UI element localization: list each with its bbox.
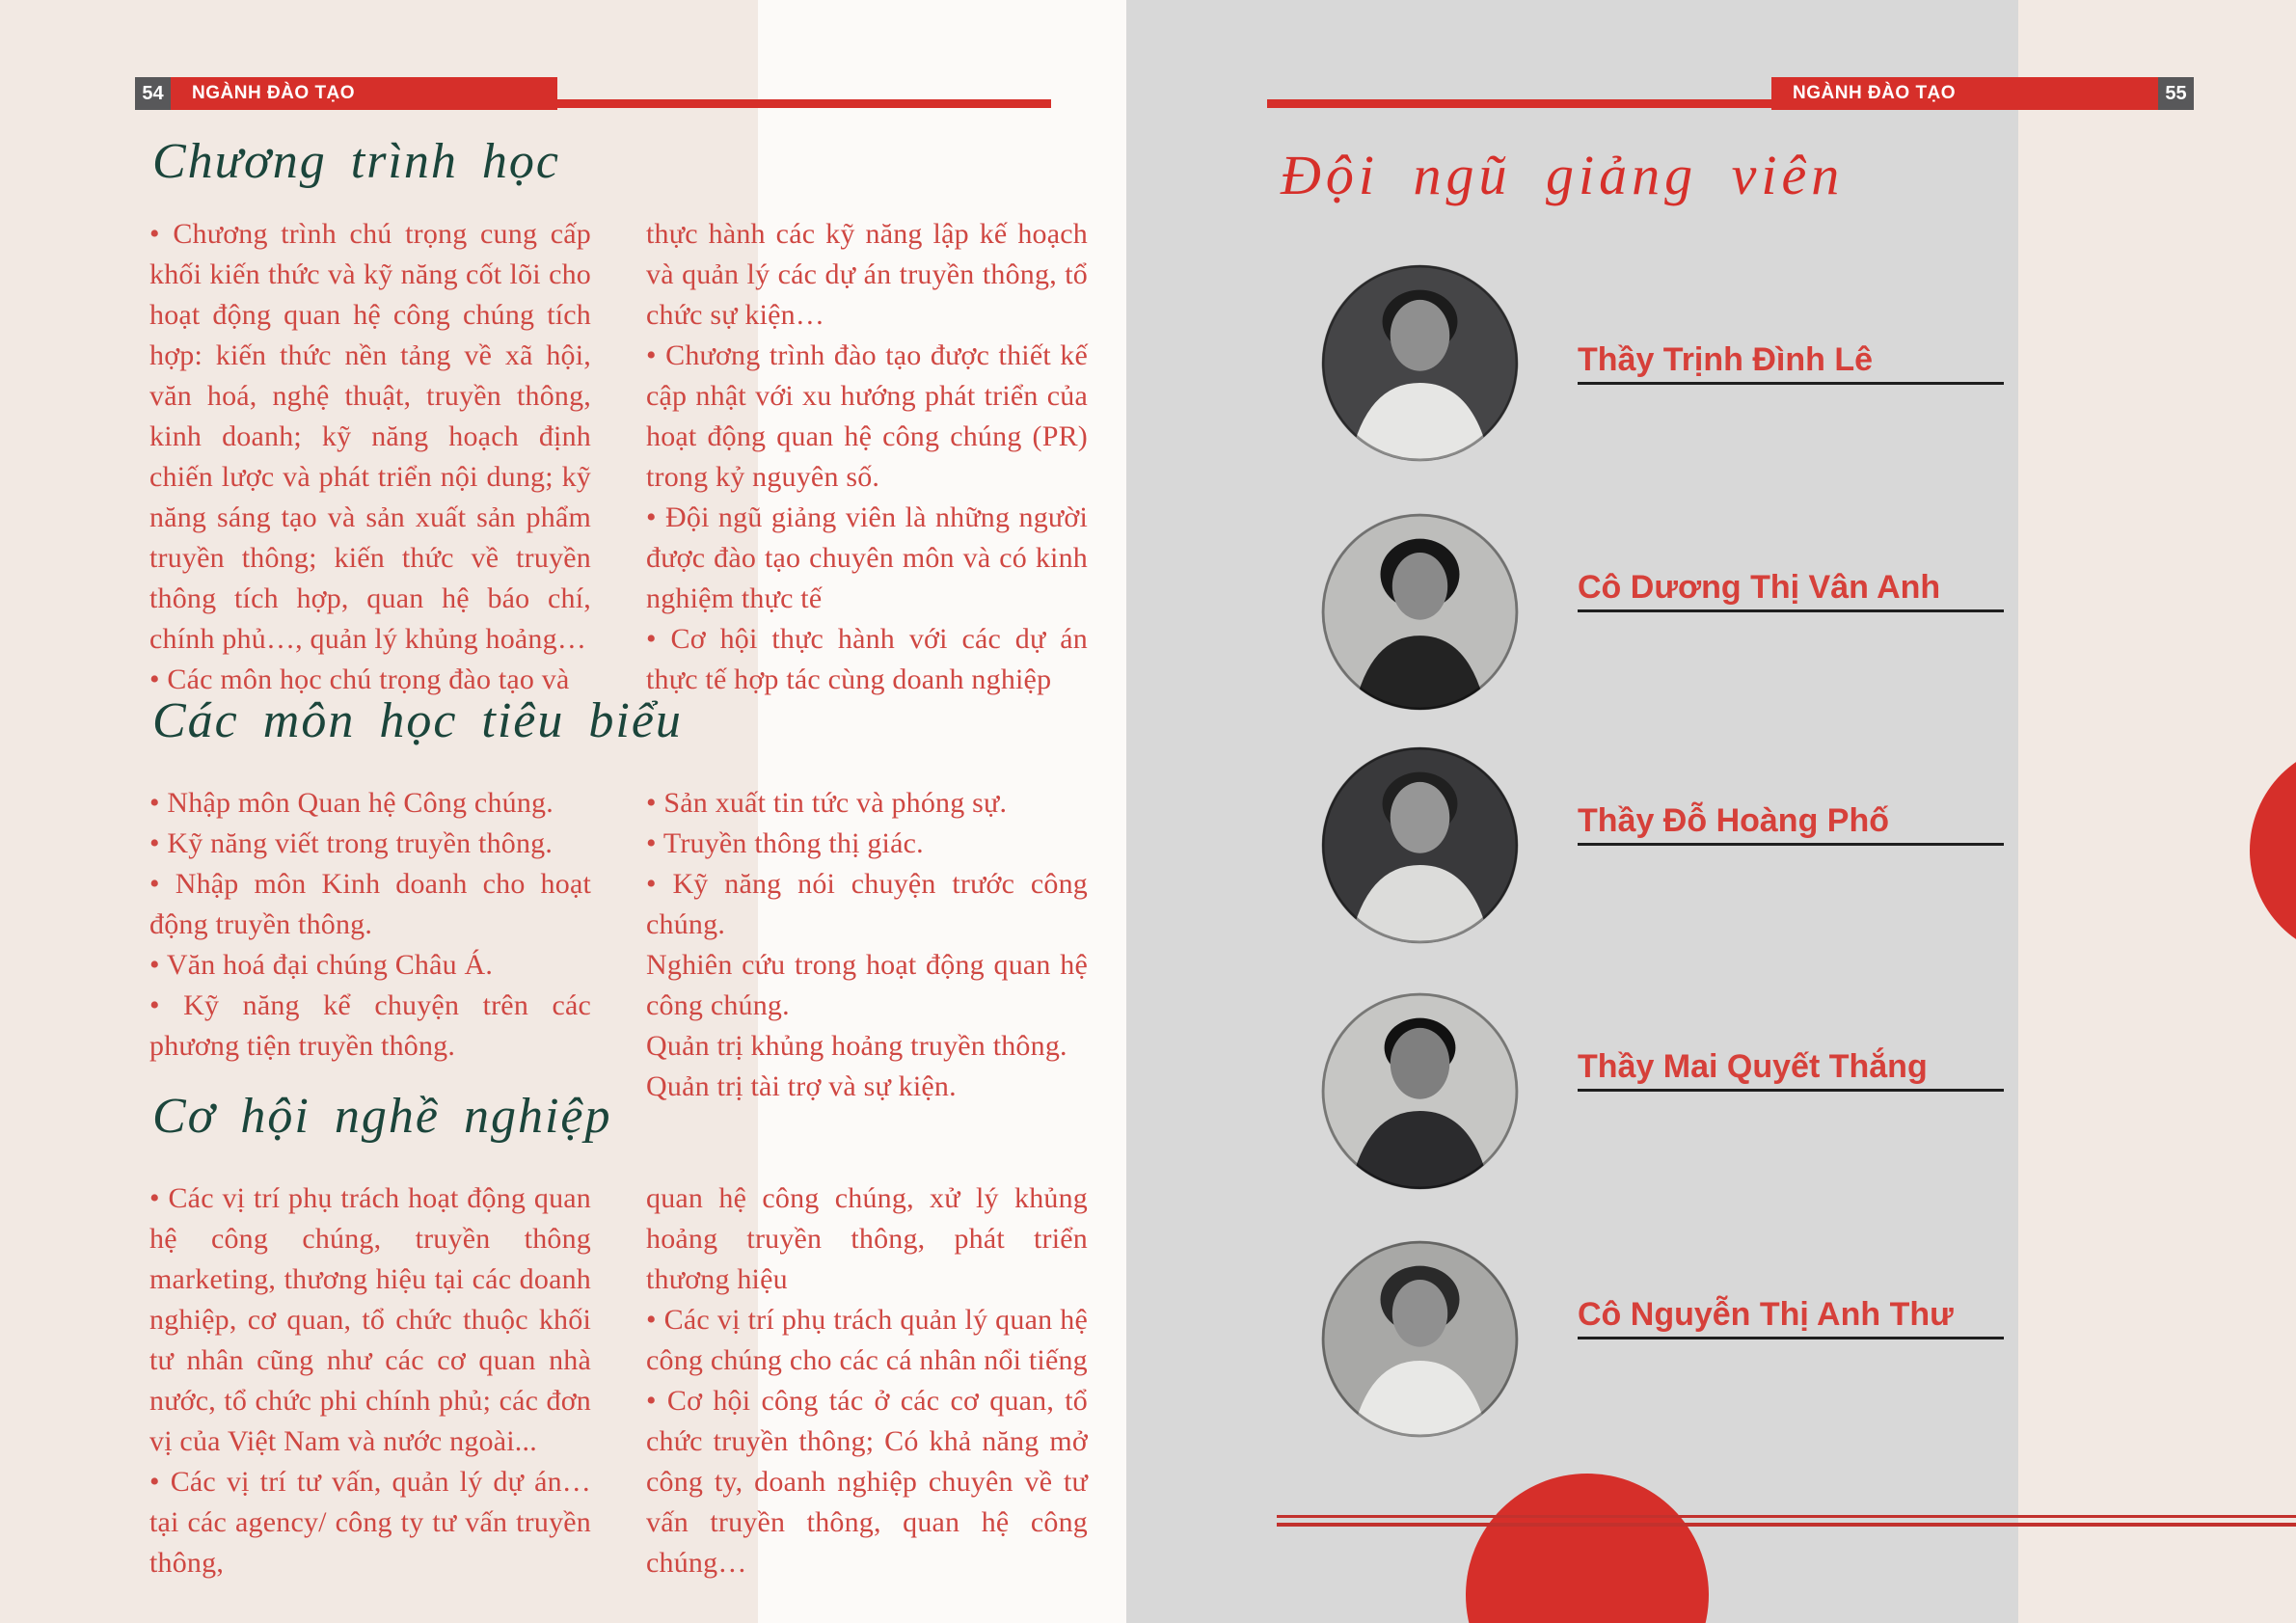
careers-col2 <box>646 1178 1088 1583</box>
bullet-paragraph: • Sản xuất tin tức và phóng sự. <box>646 787 1008 819</box>
subjects-col2 <box>646 783 1088 1107</box>
bullet-paragraph: Nghiên cứu trong hoạt động quan hệ công chúng. <box>646 949 1088 1021</box>
subjects-col1 <box>149 783 591 1067</box>
instructor-photo <box>1321 746 1519 944</box>
name-underline <box>1578 382 2004 385</box>
section-tab-left-label: NGÀNH ĐÀO TẠO <box>192 83 356 103</box>
decorative-double-line-top <box>1277 1515 2296 1518</box>
section-tab-right-label: NGÀNH ĐÀO TẠO <box>1793 83 1957 103</box>
section-tab-left <box>171 77 557 110</box>
instructor-photo <box>1321 1240 1519 1438</box>
section-tab-right <box>1771 77 2158 110</box>
header-rule-right <box>1267 99 1771 108</box>
bullet-paragraph: • Các vị trí phụ trách hoạt động quan hệ công chúng, truyền thông marketing, thương hiệu tại các doanh nghiệp, cơ quan, tổ chức thuộc khối tư nhân cũng như các cơ quan nhà nước, tổ chức phi chính phủ; các đơn vị của Việt Nam và nước ngoài... <box>149 1182 591 1457</box>
instructor-photo <box>1321 264 1519 462</box>
instructor-name: Thầy Đỗ Hoàng Phố <box>1578 802 1889 839</box>
bullet-paragraph: • Kỹ năng nói chuyện trước công chúng. <box>646 868 1088 940</box>
page-number-right: 55 <box>2158 77 2194 110</box>
instructor-row <box>1321 992 2054 1195</box>
bullet-paragraph: Quản trị khủng hoảng truyền thông. <box>646 1030 1067 1062</box>
header-rule-left <box>557 99 1051 108</box>
bullet-paragraph: • Các vị trí phụ trách quản lý quan hệ công chúng cho các cá nhân nổi tiếng <box>646 1304 1088 1376</box>
instructor-row <box>1321 746 2054 949</box>
bullet-paragraph: • Văn hoá đại chúng Châu Á. <box>149 949 494 981</box>
bullet-paragraph: • Nhập môn Quan hệ Công chúng. <box>149 787 554 819</box>
bullet-paragraph: • Nhập môn Kinh doanh cho hoạt động truyền thông. <box>149 868 591 940</box>
bullet-paragraph: Quản trị tài trợ và sự kiện. <box>646 1070 957 1102</box>
instructor-row <box>1321 1240 2054 1443</box>
section-title-careers: Cơ hội nghề nghiệp <box>152 1089 612 1144</box>
bullet-paragraph: • Các môn học chú trọng đào tạo và <box>149 663 570 695</box>
page-number-left: 54 <box>135 77 171 110</box>
decorative-double-line-bottom <box>1277 1523 2296 1527</box>
faculty-title: Đội ngũ giảng viên <box>1281 144 1845 206</box>
bullet-paragraph: • Cơ hội thực hành với các dự án thực tế hợp tác cùng doanh nghiệp <box>646 623 1088 695</box>
bullet-paragraph: • Cơ hội công tác ở các cơ quan, tổ chức truyền thông; Có khả năng mở công ty, doanh nghiệp chuyên về tư vấn truyền thông, quan hệ công chúng… <box>646 1385 1088 1579</box>
bullet-paragraph: • Đội ngũ giảng viên là những người được đào tạo chuyên môn và có kinh nghiệm thực tế <box>646 501 1088 614</box>
name-underline <box>1578 609 2004 612</box>
section-title-curriculum: Chương trình học <box>152 134 561 189</box>
instructor-photo <box>1321 992 1519 1190</box>
bullet-paragraph: • Kỹ năng kể chuyện trên các phương tiện truyền thông. <box>149 989 591 1062</box>
bullet-paragraph: quan hệ công chúng, xử lý khủng hoảng truyền thông, phát triển thương hiệu <box>646 1182 1088 1295</box>
bullet-paragraph: • Các vị trí tư vấn, quản lý dự án… tại các agency/ công ty tư vấn truyền thông, <box>149 1466 591 1579</box>
curriculum-col1 <box>149 214 591 700</box>
name-underline <box>1578 843 2004 846</box>
bullet-paragraph: • Chương trình đào tạo được thiết kế cập nhật với xu hướng phát triển của hoạt động quan hệ công chúng (PR) trong kỷ nguyên số. <box>646 339 1088 493</box>
instructor-photo <box>1321 513 1519 711</box>
careers-col1 <box>149 1178 591 1583</box>
bullet-paragraph: • Chương trình chú trọng cung cấp khối kiến thức và kỹ năng cốt lõi cho hoạt động quan hệ công chúng tích hợp: kiến thức nền tảng về xã hội, văn hoá, nghệ thuật, truyền thông, kinh doanh; kỹ năng hoạch định chiến lược và phát triển nội dung; kỹ năng sáng tạo và sản xuất sản phẩm truyền thông; kiến thức về truyền thông tích hợp, quan hệ báo chí, chính phủ…, quản lý khủng hoảng… <box>149 218 591 655</box>
instructor-row <box>1321 264 2054 467</box>
bullet-paragraph: • Truyền thông thị giác. <box>646 827 924 859</box>
section-title-subjects: Các môn học tiêu biểu <box>152 693 683 748</box>
instructor-name: Cô Nguyễn Thị Anh Thư <box>1578 1296 1954 1333</box>
instructor-name: Cô Dương Thị Vân Anh <box>1578 569 1941 606</box>
curriculum-col2 <box>646 214 1088 700</box>
instructor-row <box>1321 513 2054 716</box>
decorative-circle-right-edge <box>2250 743 2296 959</box>
bullet-paragraph: thực hành các kỹ năng lập kế hoạch và quản lý các dự án truyền thông, tổ chức sự kiện… <box>646 218 1088 331</box>
instructor-name: Thầy Mai Quyết Thắng <box>1578 1048 1928 1085</box>
instructor-name: Thầy Trịnh Đình Lê <box>1578 341 1874 378</box>
name-underline <box>1578 1089 2004 1092</box>
bullet-paragraph: • Kỹ năng viết trong truyền thông. <box>149 827 554 859</box>
name-underline <box>1578 1337 2004 1339</box>
